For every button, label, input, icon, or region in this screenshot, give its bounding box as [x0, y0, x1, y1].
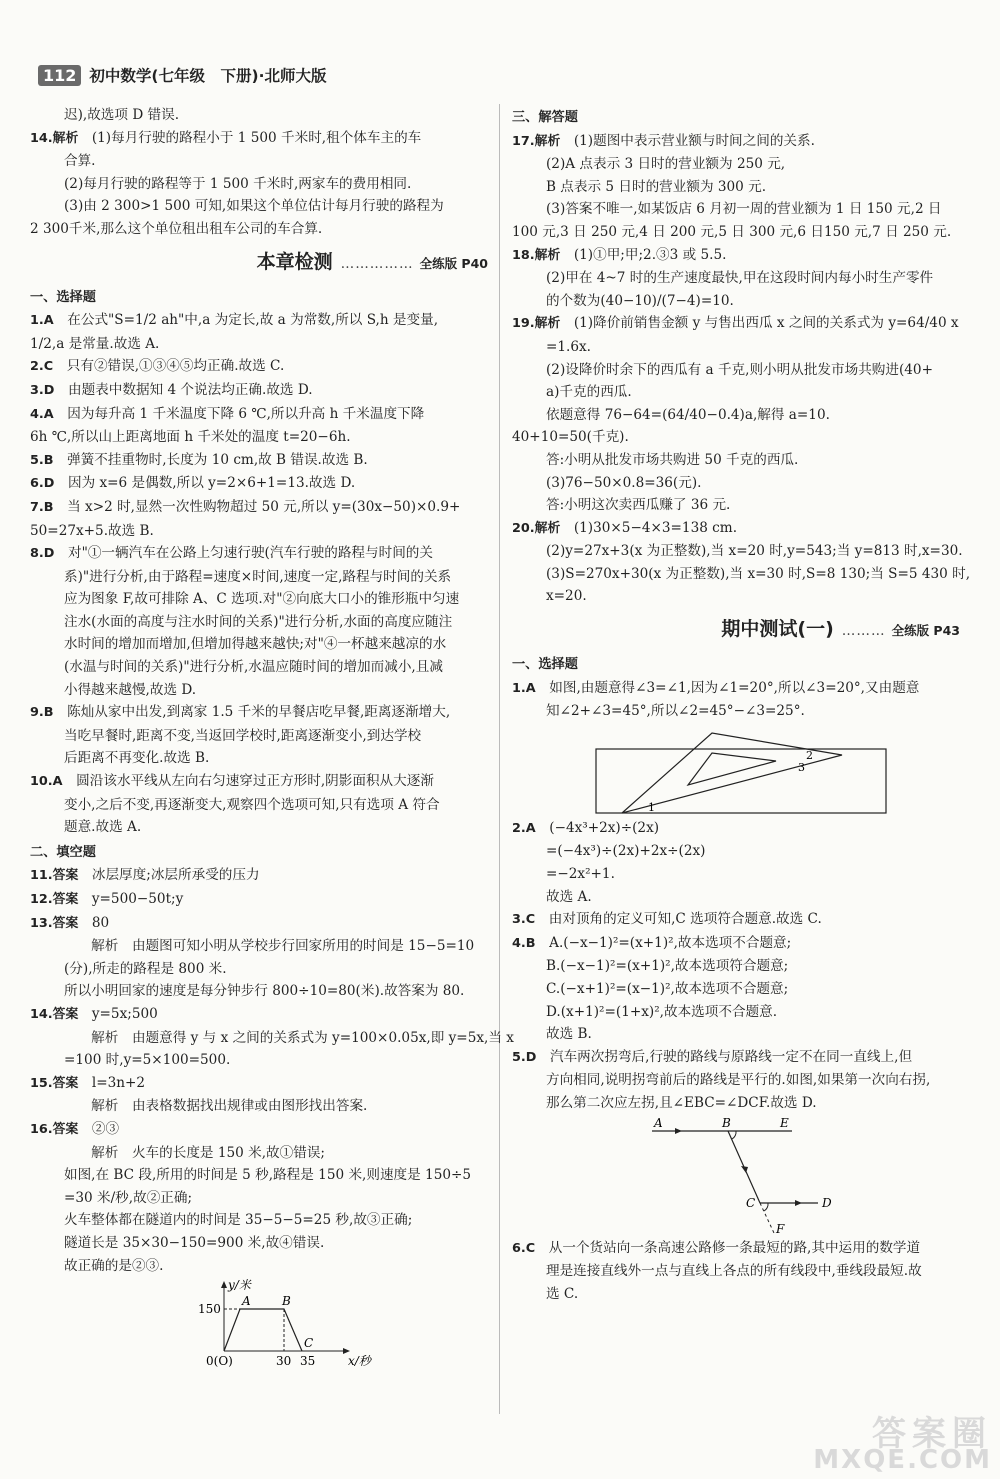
watermark-cn: 答案圈: [872, 1414, 992, 1454]
text-line: 14.解析 (1)每月行驶的路程小于 1 500 千米时,租个体车主的车: [30, 129, 422, 146]
question-marker: 2.A: [512, 820, 536, 836]
road-c: C: [746, 1195, 756, 1210]
text-line: 题意.故选 A.: [64, 819, 142, 836]
question-marker: 18.解析: [512, 247, 561, 263]
text-line: 4.B A.(−x−1)²=(x+1)²,故本选项不合题意;: [512, 934, 792, 951]
right-column: [512, 104, 971, 1305]
text-line: 19.解析 (1)降价前销售金额 y 与售出西瓜 x 之间的关系式为 y=64/40 x: [512, 315, 959, 332]
question-marker: 13.答案: [30, 915, 79, 931]
text-line: 1/2,a 是常量.故选 A.: [30, 335, 160, 352]
text-line: 3.C 由对顶角的定义可知,C 选项符合题意.故选 C.: [512, 911, 822, 928]
midterm-dots: ………: [841, 623, 886, 640]
angle-1-label: 1: [648, 800, 655, 814]
question-marker: 4.A: [30, 406, 54, 422]
text-line: 1.A 如图,由题意得∠3=∠1,因为∠1=20°,所以∠3=20°,又由题意: [512, 679, 920, 696]
text-line: 15.答案 l=3n+2: [30, 1074, 146, 1091]
text-line: 理是连接直线外一点与直线上各点的所有线段中,垂线段最短.故: [546, 1263, 922, 1280]
text-line: 3.D 由题表中数据知 4 个说法均正确.故选 D.: [30, 381, 313, 398]
question-marker: 10.A: [30, 774, 63, 790]
text-line: 11.答案 冰层厚度;冰层所承受的压力: [30, 867, 260, 884]
text-line: 变小,之后不变,再逐渐变大,观察四个选项可知,只有选项 A 符合: [64, 796, 440, 813]
text-line: 16.答案 ②③: [30, 1120, 120, 1137]
text-line: 解析 由题意得 y 与 x 之间的关系式为 y=100×0.05x,即 y=5x,当 x: [64, 1029, 514, 1046]
graph-ylabel: y/米: [228, 1279, 251, 1293]
question-marker: 17.解析: [512, 133, 561, 149]
text-line: 2 300千米,那么这个单位租出租车公司的车合算.: [30, 220, 323, 237]
text-line: (3)由 2 300>1 500 可知,如果这个单位估计每月行驶的路程为: [64, 198, 444, 215]
text-line: =100 时,y=5×100=500.: [64, 1052, 231, 1069]
question-marker: 6.D: [30, 476, 55, 492]
chapter-test-dots: ……………: [340, 255, 414, 272]
text-line: (2)设降价时余下的西瓜有 a 千克,则小明从批发市场共购进(40+: [546, 361, 933, 378]
midterm-heading: [512, 614, 960, 650]
text-line: 17.解析 (1)题图中表示营业额与时间之间的关系.: [512, 132, 815, 149]
graph-point-b: B: [282, 1294, 291, 1309]
text-line: (2)甲在 4~7 时的生产速度最快,甲在这段时间内每小时生产零件: [546, 270, 934, 287]
book-title: 初中数学(七年级 下册)·北师大版: [89, 67, 327, 85]
chapter-test-ref: 全练版 P40: [419, 255, 488, 271]
question-marker: 19.解析: [512, 316, 561, 332]
text-line: 6.C 从一个货站向一条高速公路修一条最短的路,其中运用的数学道: [512, 1239, 921, 1256]
question-marker: 20.解析: [512, 520, 561, 536]
text-line: =1.6x.: [546, 338, 591, 355]
question-marker: 16.答案: [30, 1121, 79, 1137]
text-line: 故正确的是②③.: [64, 1257, 164, 1274]
watermark-en: MXQE.COM: [813, 1445, 992, 1475]
question-marker: 12.答案: [30, 892, 79, 907]
column-divider: [499, 104, 500, 1414]
text-line: 4.A 因为每升高 1 千米温度下降 6 ℃,所以升高 h 千米温度下降: [30, 405, 425, 422]
graph-x35: 35: [300, 1354, 316, 1368]
text-line: (2)y=27x+3(x 为正整数),当 x=20 时,y=543;当 y=813 时,x=30.: [546, 543, 963, 560]
question-marker: 8.D: [30, 546, 55, 562]
midterm-title: 期中测试(一): [721, 618, 834, 641]
text-line: 当吃早餐时,距离不变,当返回学校时,距离逐渐变小,到达学校: [64, 727, 422, 744]
midterm-answers-b: [512, 817, 960, 1115]
question-marker: 5.B: [30, 452, 54, 468]
chapter-test-heading: [30, 247, 488, 283]
question-marker: 3.C: [512, 912, 536, 928]
section-choice: 一、选择题: [30, 289, 96, 305]
text-line: C.(−x+1)²=(x−1)²,故本选项不合题意;: [546, 981, 789, 997]
text-line: (3)76−50×0.8=36(元).: [546, 474, 702, 491]
text-line: 解析 火车的长度是 150 米,故①错误;: [64, 1144, 325, 1161]
midterm-answers-c: [512, 1237, 960, 1306]
text-line: 6.D 因为 x=6 是偶数,所以 y=2×6+1=13.故选 D.: [30, 475, 356, 492]
graph-x30: 30: [276, 1354, 292, 1368]
left-top-block: [30, 104, 488, 241]
question-marker: 15.答案: [30, 1075, 79, 1091]
text-line: 应为图象 F,故可排除 A、C 选项.对"②向底大口小的锥形瓶中匀速: [64, 591, 460, 608]
left-column: [30, 104, 514, 1368]
text-line: 故选 B.: [546, 1026, 592, 1043]
graph-point-a: A: [242, 1294, 251, 1309]
text-line: 那么第二次应左拐,且∠EBC=∠DCF.故选 D.: [546, 1094, 817, 1111]
text-line: 2.A (−4x³+2x)÷(2x): [512, 819, 660, 836]
question-marker: 3.D: [30, 382, 55, 398]
chapter-test-title: 本章检测: [256, 250, 333, 273]
text-line: 小得越来越慢,故选 D.: [64, 681, 197, 698]
distance-time-graph: [198, 1279, 398, 1367]
text-line: 迟),故选项 D 错误.: [64, 107, 180, 123]
text-line: 故选 A.: [546, 888, 592, 905]
graph-y150: 150: [198, 1302, 221, 1317]
section-solve: 三、解答题: [512, 110, 578, 125]
choice-answers: [30, 309, 488, 839]
text-line: 所以小明回家的速度是每分钟步行 800÷10=80(米).故答案为 80.: [64, 983, 465, 1000]
text-line: (3)S=270x+30(x 为正整数),当 x=30 时,S=8 130;当 S=5 430 时,: [546, 565, 971, 582]
text-line: =(−4x³)÷(2x)+2x÷(2x): [546, 843, 706, 860]
text-line: 答:小明这次卖西瓜赚了 36 元.: [546, 497, 731, 514]
text-line: 水时间的增加而增加,但增加得越来越快;对"④一杯越来越凉的水: [64, 636, 447, 653]
angle-3-label: 3: [798, 760, 805, 774]
solve-answers: [512, 130, 971, 608]
text-line: 7.B 当 x>2 时,显然一次性购物超过 50 元,所以 y=(30x−50)×0.9+: [30, 498, 461, 515]
text-line: 方向相同,说明拐弯前后的路线是平行的.如图,如果第一次向右拐,: [546, 1072, 931, 1089]
text-line: 选 C.: [546, 1285, 579, 1302]
road-f: F: [776, 1221, 785, 1236]
text-line: 13.答案 80: [30, 914, 110, 931]
text-line: 的个数为(40−10)/(7−4)=10.: [546, 292, 734, 309]
text-line: 10.A 圆沿该水平线从左向右匀速穿过正方形时,阴影面积从大逐渐: [30, 773, 434, 790]
triangle-ruler-figure: [592, 725, 892, 817]
road-turn-figure: [642, 1117, 862, 1237]
text-line: 系)"进行分析,由于路程=速度×时间,速度一定,路程与时间的关系: [64, 568, 452, 585]
text-line: 8.D 对"①一辆汽车在公路上匀速行驶(汽车行驶的路程与时间的关: [30, 545, 433, 562]
text-line: 50=27x+5.故选 B.: [30, 522, 154, 539]
question-marker: 6.C: [512, 1240, 536, 1256]
text-line: (2)A 点表示 3 日时的营业额为 250 元,: [546, 156, 786, 173]
graph-xlabel: x/秒: [348, 1354, 371, 1368]
text-line: (分),所走的路程是 800 米.: [64, 960, 227, 977]
midterm-ref: 全练版 P43: [891, 623, 960, 639]
text-line: x=20.: [546, 588, 587, 605]
text-line: (2)每月行驶的路程等于 1 500 千米时,两家车的费用相同.: [64, 175, 412, 192]
text-line: 答:小明从批发市场共购进 50 千克的西瓜.: [546, 451, 799, 468]
question-marker: 4.B: [512, 935, 536, 951]
text-line: 40+10=50(千克).: [512, 429, 629, 446]
midterm-answers-a: [512, 677, 960, 723]
text-line: 合算.: [64, 153, 96, 170]
text-line: 隧道长是 35×30−150=900 米,故④错误.: [64, 1234, 325, 1251]
question-marker: 11.答案: [30, 868, 79, 884]
text-line: 9.B 陈灿从家中出发,到离家 1.5 千米的早餐店吃早餐,距离逐渐增大,: [30, 704, 451, 721]
text-line: 18.解析 (1)①甲;甲;2.③3 或 5.5.: [512, 246, 727, 263]
question-marker: 14.解析: [30, 130, 79, 146]
text-line: 火车整体都在隧道内的时间是 35−5−5=25 秒,故③正确;: [64, 1212, 413, 1229]
text-line: 知∠2+∠3=45°,所以∠2=45°−∠3=25°.: [546, 703, 805, 720]
text-line: 5.D 汽车两次拐弯后,行驶的路线与原路线一定不在同一直线上,但: [512, 1048, 913, 1065]
text-line: B 点表示 5 日时的营业额为 300 元.: [546, 178, 767, 195]
road-e: E: [780, 1116, 789, 1130]
text-line: 解析 由表格数据找出规律或由图形找出答案.: [64, 1098, 368, 1115]
text-line: 14.答案 y=5x;500: [30, 1005, 158, 1022]
text-line: 解析 由题图可知小明从学校步行回家所用的时间是 15−5=10: [64, 938, 475, 955]
angle-2-label: 2: [806, 748, 813, 762]
question-marker: 1.A: [30, 313, 54, 329]
question-marker: 9.B: [30, 705, 54, 721]
page-number: 112: [38, 65, 81, 86]
midterm-section-choice: 一、选择题: [512, 657, 578, 673]
question-marker: 7.B: [30, 499, 54, 515]
road-a: A: [654, 1116, 663, 1130]
question-marker: 5.D: [512, 1049, 537, 1065]
graph-point-c: C: [304, 1336, 314, 1351]
text-line: (水温与时间的关系)"进行分析,水温应随时间的增加而减小,且减: [64, 659, 443, 676]
text-line: =30 米/秒,故②正确;: [64, 1189, 193, 1206]
text-line: 如图,在 BC 段,所用的时间是 5 秒,路程是 150 米,则速度是 150÷5: [64, 1167, 472, 1184]
text-line: 100 元,3 日 250 元,4 日 200 元,5 日 300 元,6 日150 元,7 日 250 元.: [512, 223, 952, 240]
text-line: 依题意得 76−64=(64/40−0.4)a,解得 a=10.: [546, 406, 830, 423]
question-marker: 14.答案: [30, 1006, 79, 1022]
section-fill: 二、填空题: [30, 844, 96, 860]
graph-origin: 0(O): [206, 1354, 233, 1368]
text-line: 后距离不再变化.故选 B.: [64, 750, 210, 767]
text-line: B.(−x−1)²=(x+1)²,故本选项符合题意;: [546, 958, 789, 975]
text-line: 12.答案 y=500−50t;y: [30, 891, 184, 907]
road-d: D: [822, 1195, 832, 1210]
fill-answers: [30, 864, 514, 1277]
road-b: B: [722, 1116, 731, 1130]
page-header: [38, 62, 326, 88]
text-line: 1.A 在公式"S=1/2 ah"中,a 为定长,故 a 为常数,所以 S,h 是变量,: [30, 312, 439, 329]
text-line: a)千克的西瓜.: [546, 384, 632, 401]
text-line: 2.C 只有②错误,①③④⑤均正确.故选 C.: [30, 358, 285, 375]
text-line: 20.解析 (1)30×5−4×3=138 cm.: [512, 519, 738, 536]
text-line: 5.B 弹簧不挂重物时,长度为 10 cm,故 B 错误.故选 B.: [30, 451, 368, 468]
question-marker: 1.A: [512, 680, 536, 696]
text-line: (3)答案不唯一,如某饭店 6 月初一周的营业额为 1 日 150 元,2 日: [546, 201, 942, 218]
question-marker: 2.C: [30, 359, 54, 375]
text-line: 6h ℃,所以山上距离地面 h 千米处的温度 t=20−6h.: [30, 429, 351, 446]
text-line: D.(x+1)²=(1+x)²,故本选项不合题意.: [546, 1003, 778, 1020]
text-line: =−2x²+1.: [546, 866, 615, 883]
text-line: 注水(水面的高度与注水时间的关系)"进行分析,水面的高度应随注: [64, 613, 453, 630]
watermark: [813, 1414, 992, 1475]
